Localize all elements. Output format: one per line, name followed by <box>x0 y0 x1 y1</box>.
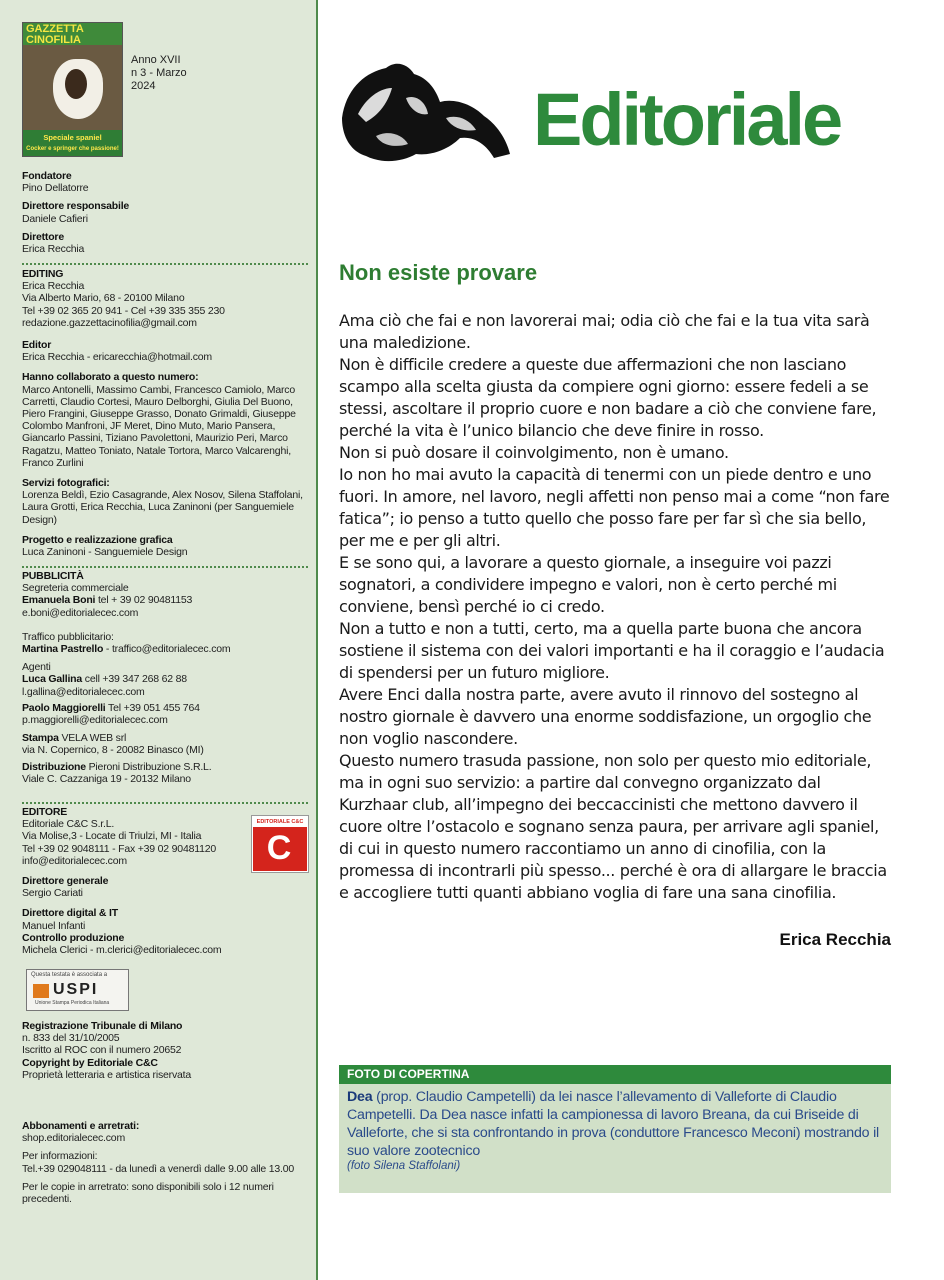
uspi-logo: Questa testata è associata a USPI Unione Stampa Periodica Italiana <box>26 969 129 1011</box>
dog-sketch-logo <box>336 58 512 168</box>
section-title: Editoriale <box>533 78 841 161</box>
paragraph: Non è difficile credere a queste due affermazioni che non lasciano scampo alla scelta giusta da compiere ogni giorno: essere fedeli a se stessi, ascoltare il proprio cuore e non badare a ciò che conviene fare, perché la vita è l’unico bilancio che deve finire in rosso. <box>339 355 877 440</box>
cover-masthead: GAZZETTA CINOFILIA <box>23 23 122 45</box>
photo-credit: (foto Silena Staffolani) <box>347 1160 461 1172</box>
paragraph: E se sono qui, a lavorare a questo giornale, a inseguire voi pazzi sognatori, a condividere impegno e valori, non è certo perché mi conviene, bensì perché io ci credo. <box>339 553 837 616</box>
cover-thumbnail[interactable] <box>22 22 123 157</box>
registration-block: Registrazione Tribunale di Milano n. 833 del 31/10/2005 Iscritto al ROC con il numero 20652 Copyright by Editoriale C&C Proprietà letteraria e artistica riservata <box>22 1020 192 1081</box>
editoriale-cc-logo: EDITORIALE C&C C <box>252 816 308 872</box>
article-headline: Non esiste provare <box>339 260 538 285</box>
paragraph: Non si può dosare il coinvolgimento, non è umano. <box>339 443 729 462</box>
article-author: Erica Recchia <box>779 930 891 949</box>
staff-block: Fondatore Pino Dellatorre Direttore responsabile Daniele Cafieri Direttore Erica Recchia <box>22 170 130 256</box>
advertising-block: PUBBLICITÀ Segreteria commerciale Emanuela Boni tel + 39 02 90481153 e.boni@editorialecec.com Traffico pubblicitario: Martina Pastrello - traffico@editorialecec.com Agenti Luca Gallina cell +39 347 268 62 88 l.gallina@editorialecec.com Paolo Maggiorelli Tel +39 051 455 764 p.maggiorelli@editorialecec.com Stampa VELA WEB srl via N. Copernico, 8 - 20082 Binasco (MI) Distribuzione Pieroni Distribuzione S.R.L. Viale C. Cazzaniga 19 - 20132 Milano <box>22 570 231 785</box>
paragraph: Questo numero trasuda passione, non solo per questo mio editoriale, ma in ogni suo servizio: a partire dal convegno organizzato dal Kurzhaar club, all’impegno dei beccaccinisti che mettono davvero il cuore oltre l’ostacolo e sognano senza paura, per arrivare agli spaniel, di cui in questo numero raccontiamo un anno di cinofilia, con la promessa di incontrarli più spesso... perché è ora di allargare le braccia e accogliere tutti quanti abbiano voglia di fare una sana cinofilia. <box>339 751 887 902</box>
cover-dog-head <box>65 69 87 99</box>
divider <box>22 802 308 804</box>
issue-info: Anno XVII n 3 - Marzo 2024 <box>131 54 187 92</box>
cover-caption-header: FOTO DI COPERTINA <box>339 1065 891 1084</box>
uspi-mark-icon <box>33 984 49 998</box>
cover-footer: Speciale spaniel Cocker e springer che passione! <box>23 130 122 156</box>
paragraph: Ama ciò che fai e non lavorerai mai; odia ciò che fai e la tua vita sarà una maledizione. <box>339 311 870 352</box>
subscriptions-block: Abbonamenti e arretrati: shop.editorialecec.com Per informazioni: Tel.+39 029048111 - da lunedì a venerdì dalle 9.00 alle 13.00 Per le copie in arretrato: sono disponibili solo i 12 numeri precedenti. <box>22 1120 295 1206</box>
divider <box>22 263 308 265</box>
article-body <box>339 310 891 904</box>
publisher-block: EDITORE Editoriale C&C S.r.L. Via Molise,3 - Locate di Triulzi, MI - Italia Tel +39 02 9048111 - Fax +39 02 90481120 info@editorialecec.com Direttore generale Sergio Cariati Direttore digital & IT Manuel Infanti Controllo produzione Michela Clerici - m.clerici@editorialecec.com <box>22 806 222 957</box>
editing-block: EDITING Erica Recchia Via Alberto Mario, 68 - 20100 Milano Tel +39 02 365 20 941 - Cel +39 335 355 230 redazione.gazzettacinofilia@gmail.com Editor Erica Recchia - ericarecchia@hotmail.com Hanno collaborato a questo numero: Marco Antonelli, Massimo Cambi, Francesco Camiolo, Marco Carretti, Claudio Cortesi, Mauro Delborghi, Giulia Del Buono, Piero Frangini, Giuseppe Grasso, Donato Grimaldi, Giuseppe Colombo Manfroni, JF Meret, Dino Muto, Mario Pansera, Giancarlo Passini, Tiziano Pavolettoni, Maurizio Peri, Marco Ragatzu, Matteo Toniato, Natale Tortora, Marco Valcarenghi, Franco Zurlini Servizi fotografici: Lorenza Beldì, Ezio Casagrande, Alex Nosov, Silena Staffolani, Laura Grotti, Erica Recchia, Luca Zaninoni (per Sanguemiele Design) Progetto e realizzazione grafica Luca Zaninoni - Sanguemiele Design <box>22 268 303 559</box>
masthead-sidebar <box>0 0 318 1280</box>
cover-caption-text: Dea (prop. Claudio Campetelli) da lei nasce l’allevamento di Valleforte di Claudio Campetelli. Da Dea nasce infatti la campionessa di lavoro Breana, da cui Briseide di Valleforte, che si sta confrontando in prova (conduttore Francesco Meconi) mostrando il suo valore zootecnico <box>347 1089 879 1159</box>
paragraph: Io non ho mai avuto la capacità di tenermi con un piede dentro e uno fuori. In amore, nel lavoro, negli affetti non penso mai a come “non fare fatica”; io penso a tutto quello che posso fare per far sì che sia bello, per me e per gli altri. <box>339 465 890 550</box>
divider <box>22 566 308 568</box>
paragraph: Avere Enci dalla nostra parte, avere avuto il rinnovo del sostegno al nostro giornale è davvero una enorme soddisfazione, un orgoglio che non voglio nascondere. <box>339 685 872 748</box>
paragraph: Non a tutto e non a tutti, certo, ma a quella parte buona che ancora sostiene il sistema con dei valori importanti e ha il coraggio e l’audacia di spendersi per un futuro migliore. <box>339 619 885 682</box>
cover-caption-box <box>339 1065 891 1193</box>
